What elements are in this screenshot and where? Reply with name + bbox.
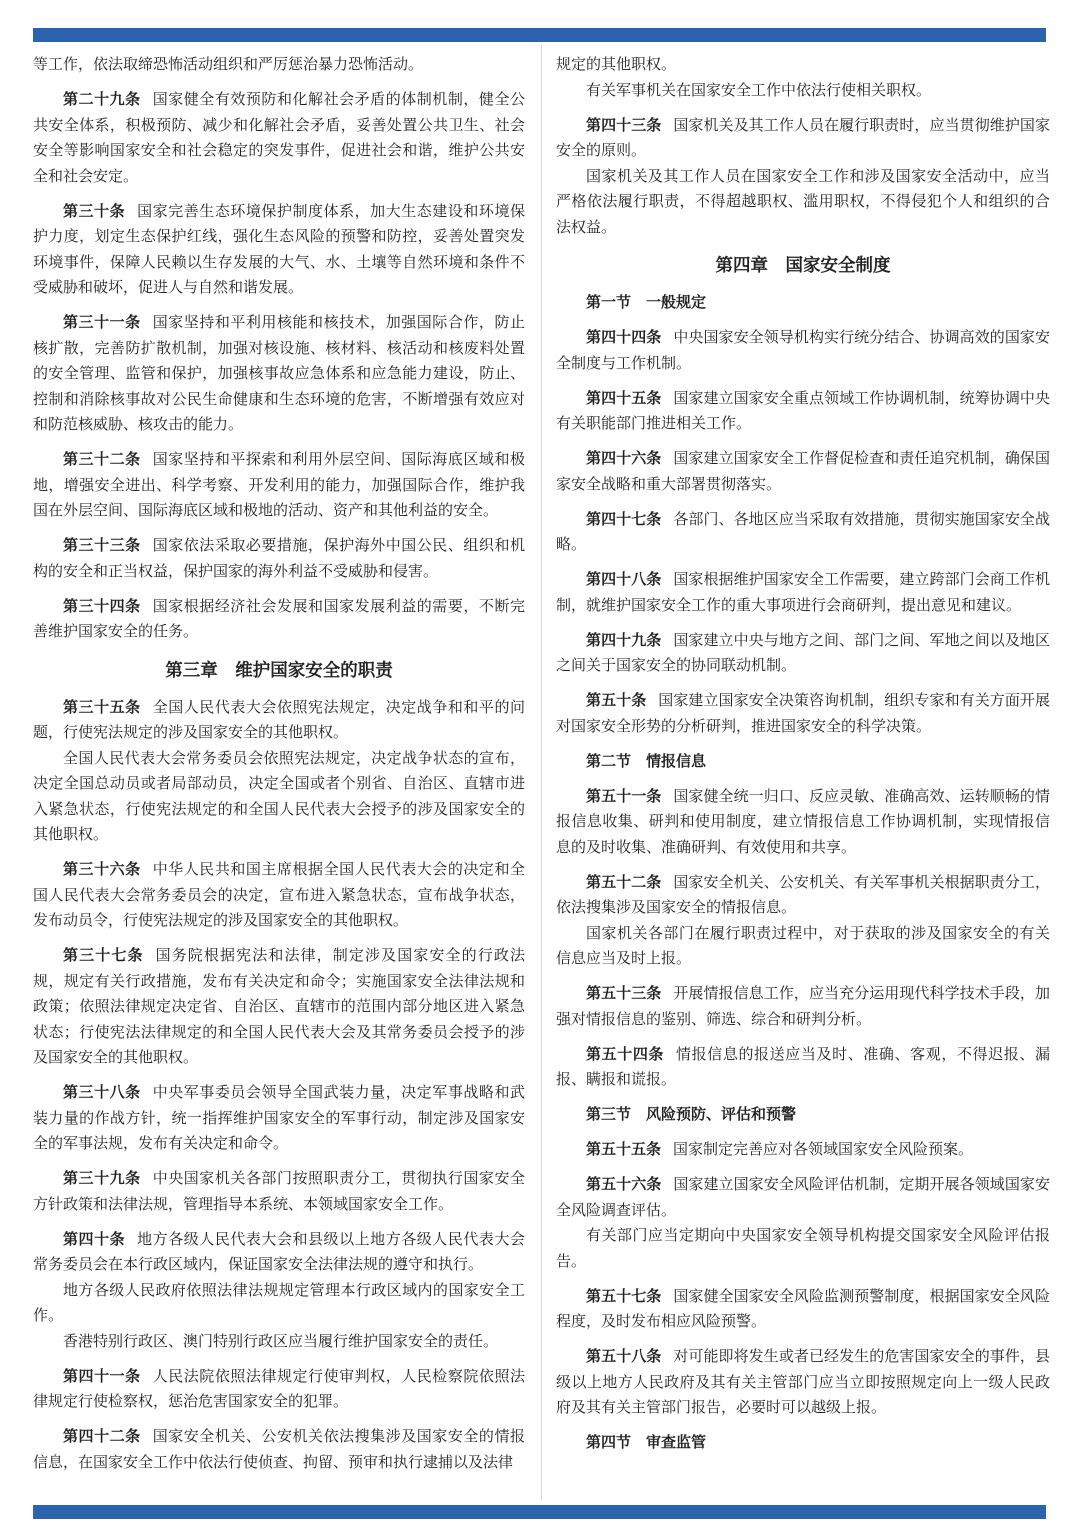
article-55 [556, 1137, 1050, 1163]
article-number: 第三十五条 [63, 697, 141, 716]
article-41 [33, 1364, 525, 1415]
article-number: 第五十五条 [586, 1140, 662, 1158]
article-number: 第三十七条 [63, 946, 144, 964]
article-text: 对可能即将发生或者已经发生的危害国家安全的事件，县级以上地方人民政府及其有关主管部门应当立即按照规定向上一级人民政府及其有关主管部门报告，必要时可以越级上报。 [556, 1347, 1050, 1416]
article-text: 国家安全机关、公安机关依法搜集涉及国家安全的情报信息，在国家安全工作中依法行使侦查、拘留、预审和执行逮捕以及法律 [33, 1427, 525, 1471]
article-text: 国家机关及其工作人员在履行职责时，应当贯彻维护国家安全的原则。 [556, 115, 1050, 159]
article-number: 第三十六条 [63, 860, 141, 878]
article-text: 中央军事委员会领导全国武装力量，决定军事战略和武装力量的作战方针，统一指挥维护国家安全的军事行动，制定涉及国家安全的军事法规，发布有关决定和命令。 [33, 1083, 525, 1152]
article-number: 第四十六条 [586, 449, 662, 467]
article-text: 国家建立国家安全风险评估机制，定期开展各领域国家安全风险调查评估。 [556, 1175, 1050, 1219]
paragraph: 等工作，依法取缔恐怖活动组织和严厉惩治暴力恐怖活动。 [33, 55, 424, 73]
article-number: 第五十八条 [586, 1347, 662, 1365]
article-54 [556, 1042, 1050, 1093]
article-text: 国家建立国家安全重点领域工作协调机制，统筹协调中央有关职能部门推进相关工作。 [556, 388, 1050, 432]
paragraph: 有关军事机关在国家安全工作中依法行使相关职权。 [586, 80, 932, 99]
article-number: 第四十四条 [586, 328, 662, 346]
article-number: 第四十五条 [586, 388, 662, 407]
article-29 [33, 87, 525, 189]
section-heading: 第一节 一般规定 [586, 293, 707, 311]
article-46 [556, 446, 1050, 497]
chapter-3-heading: 第三章 维护国家安全的职责 [165, 660, 393, 681]
article-text: 中央国家机关各部门按照职责分工，贯彻执行国家安全方针政策和法律法规，管理指导本系统、本领域国家安全工作。 [33, 1169, 525, 1213]
chapter-4-heading: 第四章 国家安全制度 [715, 256, 891, 276]
article-37 [33, 943, 525, 1071]
paragraph: 国家机关各部门在履行职责过程中，对于获取的涉及国家安全的有关信息应当及时上报。 [556, 923, 1050, 967]
article-32 [33, 447, 525, 524]
article-40 [33, 1227, 525, 1278]
article-38 [33, 1080, 525, 1157]
article-49 [556, 628, 1050, 679]
article-number: 第三十四条 [63, 596, 141, 615]
article-text: 国务院根据宪法和法律，制定涉及国家安全的行政法规，规定有关行政措施，发布有关决定和命令；实施国家安全法律法规和政策；依照法律规定决定省、自治区、直辖市的范围内部分地区进入紧急状态；行使宪法法律规定的和全国人民代表大会及其常务委员会授予的涉及国家安全的其他职权。 [33, 946, 525, 1066]
section-heading: 第四节 审查监管 [586, 1433, 707, 1451]
article-text: 国家制定完善应对各领域国家安全风险预案。 [673, 1140, 974, 1158]
article-text: 国家完善生态环境保护制度体系，加大生态建设和环境保护力度，划定生态保护红线，强化生态风险的预警和防控，妥善处置突发环境事件，保障人民赖以生存发展的大气、水、土壤等自然环境和条件不受威胁和破坏，促进人与自然和谐发展。 [33, 201, 525, 296]
article-text: 开展情报信息工作，应当充分运用现代科学技术手段，加强对情报信息的鉴别、筛选、综合和研判分析。 [556, 984, 1050, 1028]
paragraph: 地方各级人民政府依照法律法规规定管理本行政区域内的国家安全工作。 [33, 1280, 525, 1324]
article-53 [556, 981, 1050, 1032]
paragraph: 香港特别行政区、澳门特别行政区应当履行维护国家安全的责任。 [63, 1331, 499, 1350]
article-number: 第三十九条 [63, 1169, 141, 1187]
article-number: 第四十条 [63, 1229, 126, 1248]
article-35 [33, 695, 525, 746]
article-30 [33, 199, 525, 301]
article-text: 国家坚持和平利用核能和核技术，加强国际合作，防止核扩散，完善防扩散机制，加强对核设施、核材料、核活动和核废料处置的安全管理、监管和保护，加强核事故应急体系和应急能力建设，防止、控制和消除核事故对公民生命健康和生态环境的危害，不断增强有效应对和防范核威胁、核攻击的能力。 [33, 313, 525, 433]
section-heading: 第三节 风险预防、评估和预警 [586, 1105, 797, 1123]
article-number: 第四十二条 [63, 1427, 141, 1445]
article-text: 国家健全统一归口、反应灵敏、准确高效、运转顺畅的情报信息收集、研判和使用制度，建立情报信息工作协调机制，实现情报信息的及时收集、准确研判、有效使用和共享。 [556, 786, 1050, 856]
article-39 [33, 1166, 525, 1217]
article-number: 第三十一条 [63, 313, 141, 331]
paragraph: 规定的其他职权。 [556, 55, 677, 73]
article-number: 第二十九条 [63, 90, 141, 108]
article-58 [556, 1344, 1050, 1421]
article-number: 第五十六条 [586, 1175, 662, 1193]
article-number: 第三十八条 [63, 1083, 141, 1101]
article-text: 国家健全国家安全风险监测预警制度，根据国家安全风险程度，及时发布相应风险预警。 [556, 1286, 1050, 1330]
article-number: 第四十九条 [586, 630, 662, 649]
article-36 [33, 857, 525, 934]
article-text: 国家建立国家安全决策咨询机制，组织专家和有关方面开展对国家安全形势的分析研判，推进国家安全的科学决策。 [556, 691, 1050, 735]
right-column [556, 52, 1050, 1456]
article-31 [33, 310, 525, 438]
article-number: 第五十七条 [586, 1286, 662, 1305]
article-45 [556, 386, 1050, 437]
article-number: 第五十一条 [586, 786, 662, 805]
paragraph: 有关部门应当定期向中央国家安全领导机构提交国家安全风险评估报告。 [556, 1226, 1050, 1270]
article-number: 第三十二条 [63, 450, 141, 468]
article-number: 第五十条 [586, 691, 647, 709]
article-33 [33, 533, 525, 584]
article-text: 国家根据经济社会发展和国家发展利益的需要，不断完善维护国家安全的任务。 [33, 596, 525, 640]
article-number: 第五十二条 [586, 872, 662, 891]
article-text: 国家坚持和平探索和利用外层空间、国际海底区域和极地，增强安全进出、科学考察、开发利用的能力，加强国际合作，维护我国在外层空间、国际海底区域和极地的活动、资产和其他利益的安全。 [33, 450, 525, 519]
paragraph: 国家机关及其工作人员在国家安全工作和涉及国家安全活动中，应当严格依法履行职责，不得超越职权、滥用职权，不得侵犯个人和组织的合法权益。 [556, 166, 1050, 236]
article-48 [556, 567, 1050, 618]
article-number: 第四十三条 [586, 115, 662, 134]
article-43 [556, 113, 1050, 164]
section-heading: 第二节 情报信息 [586, 751, 707, 770]
article-text: 国家安全机关、公安机关、有关军事机关根据职责分工，依法搜集涉及国家安全的情报信息。 [556, 872, 1050, 916]
article-34 [33, 594, 525, 645]
article-text: 国家建立中央与地方之间、部门之间、军地之间以及地区之间关于国家安全的协同联动机制。 [556, 630, 1050, 674]
paragraph: 全国人民代表大会常务委员会依照宪法规定，决定战争状态的宣布，决定全国总动员或者局部动员，决定全国或者个别省、自治区、直辖市进入紧急状态，行使宪法规定的和全国人民代表大会授予的涉及国家安全的其他职权。 [33, 748, 525, 843]
article-50 [556, 688, 1050, 739]
article-text: 情报信息的报送应当及时、准确、客观，不得迟报、漏报、瞒报和谎报。 [556, 1044, 1050, 1088]
article-text: 地方各级人民代表大会和县级以上地方各级人民代表大会常务委员会在本行政区域内，保证国家安全法律法规的遵守和执行。 [33, 1229, 525, 1273]
left-column [33, 52, 525, 1475]
article-number: 第三十条 [63, 201, 126, 220]
article-number: 第四十一条 [63, 1366, 141, 1385]
article-text: 人民法院依照法律规定行使审判权，人民检察院依照法律规定行使检察权，惩治危害国家安全的犯罪。 [33, 1366, 525, 1410]
article-42 [33, 1424, 525, 1475]
article-number: 第五十四条 [586, 1044, 665, 1063]
article-51 [556, 784, 1050, 861]
bottom-blue-band [33, 1505, 1046, 1519]
article-text: 国家根据维护国家安全工作需要，建立跨部门会商工作机制，就维护国家安全工作的重大事项进行会商研判，提出意见和建议。 [556, 570, 1050, 614]
article-57 [556, 1284, 1050, 1335]
top-blue-band [33, 28, 1046, 42]
article-56 [556, 1172, 1050, 1223]
article-text: 各部门、各地区应当采取有效措施，贯彻实施国家安全战略。 [556, 509, 1050, 553]
article-47 [556, 507, 1050, 558]
article-number: 第五十三条 [586, 984, 662, 1002]
column-divider [541, 45, 542, 1500]
article-text: 中华人民共和国主席根据全国人民代表大会的决定和全国人民代表大会常务委员会的决定，宣布进入紧急状态，宣布战争状态，发布动员令，行使宪法规定的涉及国家安全的其他职权。 [33, 860, 525, 929]
article-44 [556, 325, 1050, 376]
article-number: 第四十八条 [586, 570, 662, 588]
article-text: 中央国家安全领导机构实行统分结合、协调高效的国家安全制度与工作机制。 [556, 328, 1050, 372]
article-number: 第四十七条 [586, 509, 662, 528]
article-text: 全国人民代表大会依照宪法规定，决定战争和和平的问题，行使宪法规定的涉及国家安全的其他职权。 [33, 697, 525, 741]
article-text: 国家健全有效预防和化解社会矛盾的体制机制，健全公共安全体系，积极预防、减少和化解社会矛盾，妥善处置公共卫生、社会安全等影响国家安全和社会稳定的突发事件，促进社会和谐，维护公共安全和社会安定。 [33, 90, 525, 185]
article-number: 第三十三条 [63, 536, 141, 554]
article-text: 国家建立国家安全工作督促检查和责任追究机制，确保国家安全战略和重大部署贯彻落实。 [556, 449, 1050, 493]
article-52 [556, 870, 1050, 921]
article-text: 国家依法采取必要措施，保护海外中国公民、组织和机构的安全和正当权益，保护国家的海外利益不受威胁和侵害。 [33, 536, 525, 580]
